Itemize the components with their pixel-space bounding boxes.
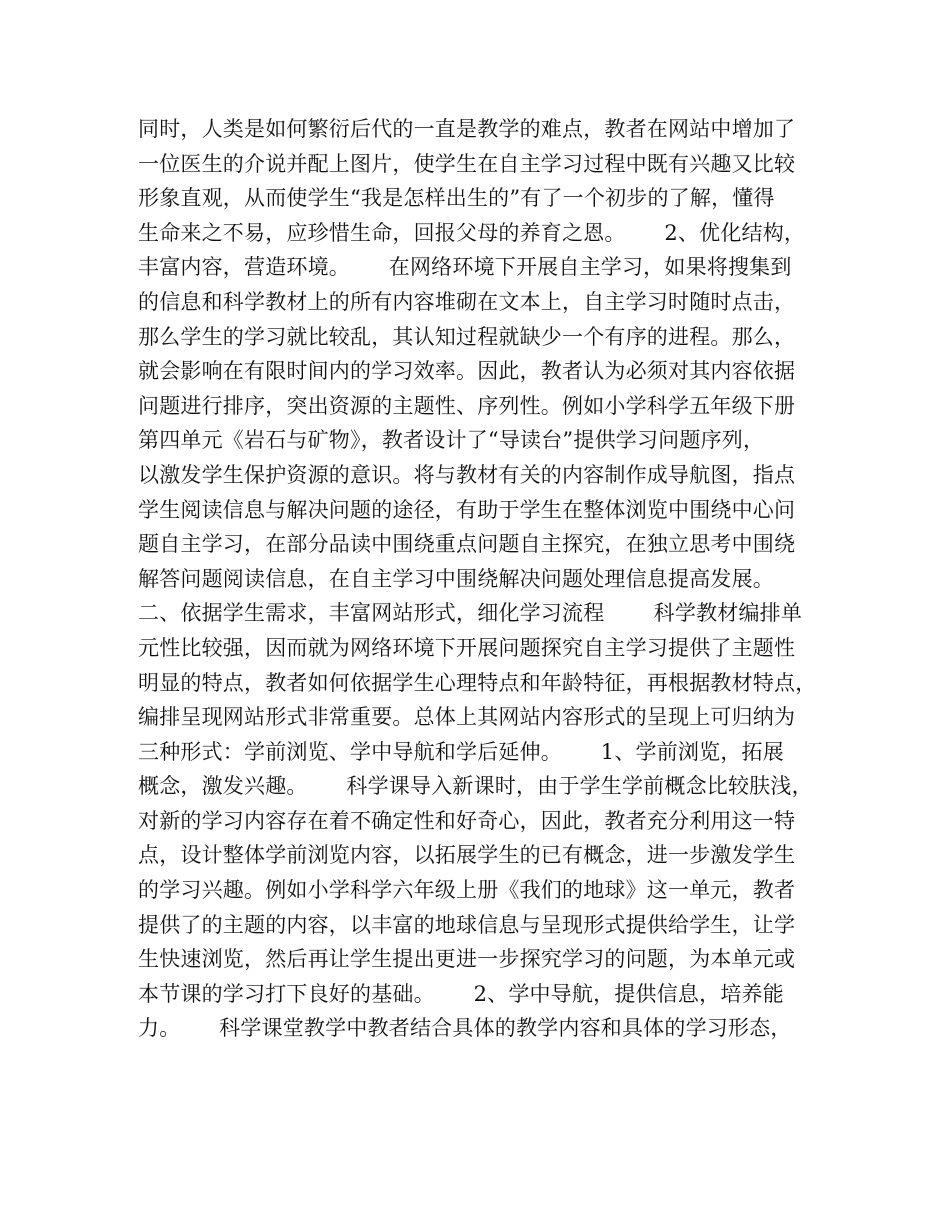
text-line: 形象直观，从而使学生“我是怎样出生的”有了一个初步的了解，懂得 [138,186,775,211]
text-line: 点，设计整体学前浏览内容，以拓展学生的已有概念，进一步激发学生 [138,843,796,868]
text-line: 丰富内容，营造环境。 在网络环境下开展自主学习，如果将搜集到 [138,255,792,280]
text-line: 的信息和科学教材上的所有内容堆砌在文本上，自主学习时随时点击， [138,289,796,314]
text-line: 学生阅读信息与解决问题的途径，有助于学生在整体浏览中围绕中心问 [138,497,796,522]
text-line: 二、依据学生需求，丰富网站形式，细化学习流程 科学教材编排单 [138,601,803,626]
text-line: 就会影响在有限时间内的学习效率。因此，教者认为必须对其内容依据 [138,359,796,384]
text-line: 三种形式：学前浏览、学中导航和学后延伸。 1、学前浏览，拓展 [138,739,784,764]
text-line: 编排呈现网站形式非常重要。总体上其网站内容形式的呈现上可归纳为 [138,705,796,730]
text-line: 力。 科学课堂教学中教者结合具体的教学内容和具体的学习形态， [138,1016,792,1041]
text-line: 本节课的学习打下良好的基础。 2、学中导航，提供信息，培养能 [138,981,784,1006]
text-line: 一位医生的介说并配上图片，使学生在自主学习过程中既有兴趣又比较 [138,151,796,176]
text-line: 提供了的主题的内容，以丰富的地球信息与呈现形式提供给学生，让学 [138,912,796,937]
text-line: 的学习兴趣。例如小学科学六年级上册《我们的地球》这一单元，教者 [138,878,796,903]
text-line: 同时，人类是如何繁衍后代的一直是教学的难点，教者在网站中增加了 [138,117,796,141]
text-line: 问题进行排序，突出资源的主题性、序列性。例如小学科学五年级下册 [138,393,796,418]
text-line: 解答问题阅读信息，在自主学习中围绕解决问题处理信息提高发展。 [138,566,774,591]
text-line: 生快速浏览，然后再让学生提出更进一步探究学习的问题，为本单元或 [138,947,796,972]
text-line: 对新的学习内容存在着不确定性和好奇心，因此，教者充分利用这一特 [138,808,796,833]
text-line: 生命来之不易，应珍惜生命，回报父母的养育之恩。 2、优化结构， [138,220,806,245]
text-line: 第四单元《岩石与矿物》，教者设计了“导读台”提供学习问题序列， [138,428,765,453]
text-line: 那么学生的学习就比较乱，其认知过程就缺少一个有序的进程。那么， [138,324,796,349]
text-line: 以激发学生保护资源的意识。将与教材有关的内容制作成导航图，指点 [138,462,796,487]
text-line: 明显的特点，教者如何依据学生心理特点和年龄特征，再根据教材特点， [138,670,817,695]
text-line: 元性比较强，因而就为网络环境下开展问题探究自主学习提供了主题性 [138,635,796,660]
text-line: 概念，激发兴趣。 科学课导入新课时，由于学生学前概念比较肤浅， [138,774,813,799]
text-line: 题自主学习，在部分品读中围绕重点问题自主探究，在独立思考中围绕 [138,532,796,557]
body-text [138,112,838,1046]
